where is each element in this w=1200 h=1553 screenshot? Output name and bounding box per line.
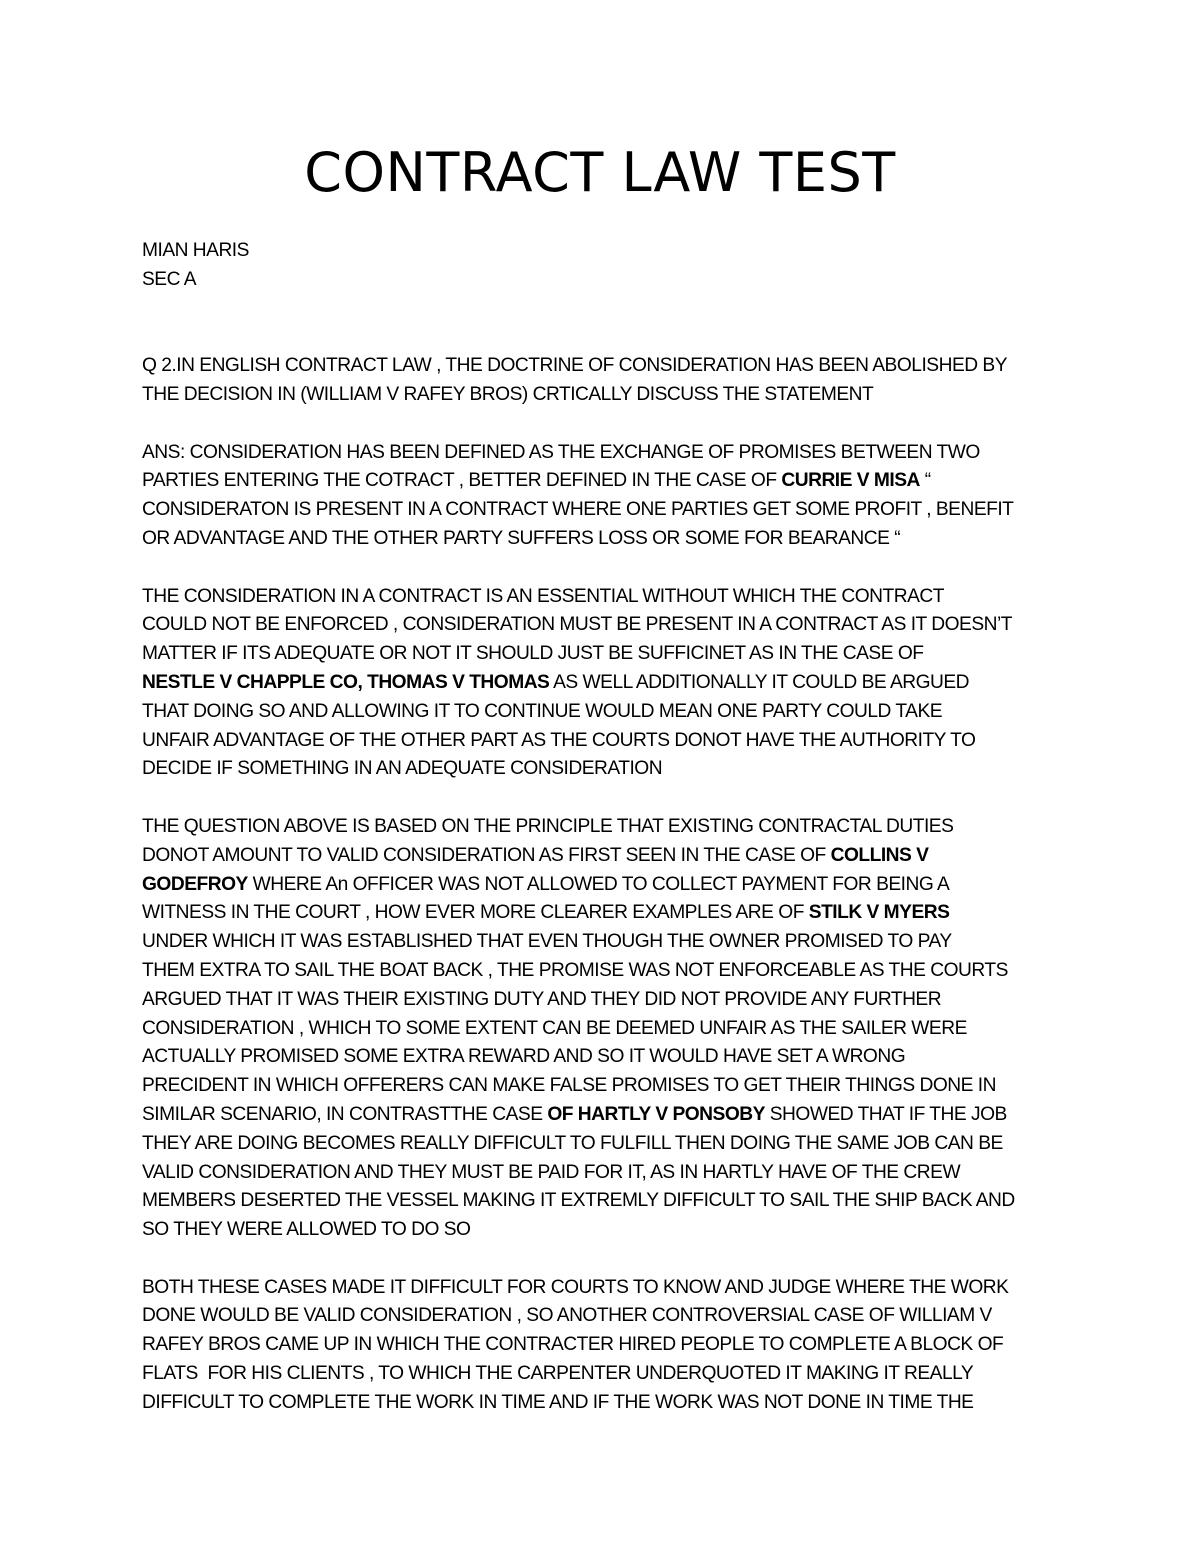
answer-line: UNFAIR ADVANTAGE OF THE OTHER PART AS THE COURTS DONOT HAVE THE AUTHORITY TO	[142, 729, 976, 751]
answer-line: THAT DOING SO AND ALLOWING IT TO CONTINUE WOULD MEAN ONE PARTY COULD TAKE	[142, 700, 943, 722]
answer-line: THE QUESTION ABOVE IS BASED ON THE PRINCIPLE THAT EXISTING CONTRACTAL DUTIES	[142, 815, 954, 837]
answer-line: FLATS FOR HIS CLIENTS , TO WHICH THE CARPENTER UNDERQUOTED IT MAKING IT REALLY	[142, 1363, 974, 1385]
document-title: CONTRACT LAW TEST	[304, 141, 896, 204]
answer-text: WHERE An OFFICER WAS NOT ALLOWED TO COLLECT PAYMENT FOR BEING A	[247, 873, 950, 895]
answer-line: ARGUED THAT IT WAS THEIR EXISTING DUTY AND THEY DID NOT PROVIDE ANY FURTHER	[142, 988, 942, 1010]
case-name: OF HARTLY V PONSOBY	[547, 1103, 765, 1125]
answer-line	[142, 842, 1062, 871]
answer-text: DONOT AMOUNT TO VALID CONSIDERATION AS FIRST SEEN IN THE CASE OF	[142, 844, 831, 866]
answer-line: UNDER WHICH IT WAS ESTABLISHED THAT EVEN THOUGH THE OWNER PROMISED TO PAY	[142, 931, 952, 953]
spacer	[142, 323, 1062, 352]
spacer	[142, 295, 1062, 324]
answer-line: BOTH THESE CASES MADE IT DIFFICULT FOR COURTS TO KNOW AND JUDGE WHERE THE WORK	[142, 1276, 1009, 1298]
answer-line: DECIDE IF SOMETHING IN AN ADEQUATE CONSIDERATION	[142, 758, 663, 780]
answer-text: “	[919, 470, 931, 492]
case-name: STILK V MYERS	[808, 902, 950, 924]
answer-line: OR ADVANTAGE AND THE OTHER PARTY SUFFERS LOSS OR SOME FOR BEARANCE “	[142, 527, 901, 549]
author-name: MIAN HARIS	[142, 240, 249, 261]
answer-line: THE CONSIDERATION IN A CONTRACT IS AN ESSENTIAL WITHOUT WHICH THE CONTRACT	[142, 585, 944, 607]
answer-line	[142, 467, 1062, 496]
answer-line: RAFEY BROS CAME UP IN WHICH THE CONTRACTER HIRED PEOPLE TO COMPLETE A BLOCK OF	[142, 1334, 1004, 1356]
spacer	[142, 1245, 1062, 1274]
spacer	[142, 410, 1062, 439]
spacer	[142, 784, 1062, 813]
answer-text: WITNESS IN THE COURT , HOW EVER MORE CLEARER EXAMPLES ARE OF	[142, 902, 809, 924]
answer-text: SHOWED THAT IF THE JOB	[764, 1103, 1007, 1125]
answer-line: ANS: CONSIDERATION HAS BEEN DEFINED AS THE EXCHANGE OF PROMISES BETWEEN TWO	[142, 441, 980, 463]
answer-line: VALID CONSIDERATION AND THEY MUST BE PAID FOR IT, AS IN HARTLY HAVE OF THE CREW	[142, 1161, 961, 1183]
answer-text: AS WELL ADDITIONALLY IT COULD BE ARGUED	[549, 671, 970, 693]
answer-line: MEMBERS DESERTED THE VESSEL MAKING IT EXTREMLY DIFFICULT TO SAIL THE SHIP BACK AND	[142, 1190, 1015, 1212]
answer-line: CONSIDERATION , WHICH TO SOME EXTENT CAN BE DEEMED UNFAIR AS THE SAILER WERE	[142, 1017, 967, 1039]
answer-line: CONSIDERATON IS PRESENT IN A CONTRACT WHERE ONE PARTIES GET SOME PROFIT , BENEFIT	[142, 499, 1014, 521]
question-line: THE DECISION IN (WILLIAM V RAFEY BROS) CRTICALLY DISCUSS THE STATEMENT	[142, 383, 874, 405]
author-section: SEC A	[142, 268, 197, 290]
answer-text: PARTIES ENTERING THE COTRACT , BETTER DEFINED IN THE CASE OF	[142, 470, 782, 492]
answer-line: THEM EXTRA TO SAIL THE BOAT BACK , THE PROMISE WAS NOT ENFORCEABLE AS THE COURTS	[142, 959, 1008, 981]
answer-line	[142, 1101, 1062, 1130]
case-name: CURRIE V MISA	[781, 470, 920, 492]
case-name: COLLINS V	[830, 844, 929, 866]
case-name: NESTLE V CHAPPLE CO, THOMAS V THOMAS	[142, 671, 550, 693]
answer-line: COULD NOT BE ENFORCED , CONSIDERATION MUST BE PRESENT IN A CONTRACT AS IT DOESN’T	[142, 614, 1012, 636]
answer-line: THEY ARE DOING BECOMES REALLY DIFFICULT TO FULFILL THEN DOING THE SAME JOB CAN BE	[142, 1132, 1003, 1154]
case-name: GODEFROY	[142, 873, 248, 895]
answer-line	[142, 669, 1062, 698]
spacer	[142, 554, 1062, 583]
answer-line: SO THEY WERE ALLOWED TO DO SO	[142, 1219, 471, 1241]
answer-text: SIMILAR SCENARIO, IN CONTRASTTHE CASE	[142, 1103, 548, 1125]
answer-line: DONE WOULD BE VALID CONSIDERATION , SO ANOTHER CONTROVERSIAL CASE OF WILLIAM V	[142, 1305, 992, 1327]
question-line: Q 2.IN ENGLISH CONTRACT LAW , THE DOCTRINE OF CONSIDERATION HAS BEEN ABOLISHED BY	[142, 355, 1008, 377]
document-body	[142, 237, 1062, 1418]
answer-line	[142, 871, 1062, 900]
answer-line	[142, 899, 1062, 928]
answer-line: ACTUALLY PROMISED SOME EXTRA REWARD AND SO IT WOULD HAVE SET A WRONG	[142, 1046, 906, 1068]
answer-line: PRECIDENT IN WHICH OFFERERS CAN MAKE FALSE PROMISES TO GET THEIR THINGS DONE IN	[142, 1075, 996, 1097]
answer-line: MATTER IF ITS ADEQUATE OR NOT IT SHOULD JUST BE SUFFICINET AS IN THE CASE OF	[142, 643, 924, 665]
answer-line: DIFFICULT TO COMPLETE THE WORK IN TIME AND IF THE WORK WAS NOT DONE IN TIME THE	[142, 1391, 974, 1413]
